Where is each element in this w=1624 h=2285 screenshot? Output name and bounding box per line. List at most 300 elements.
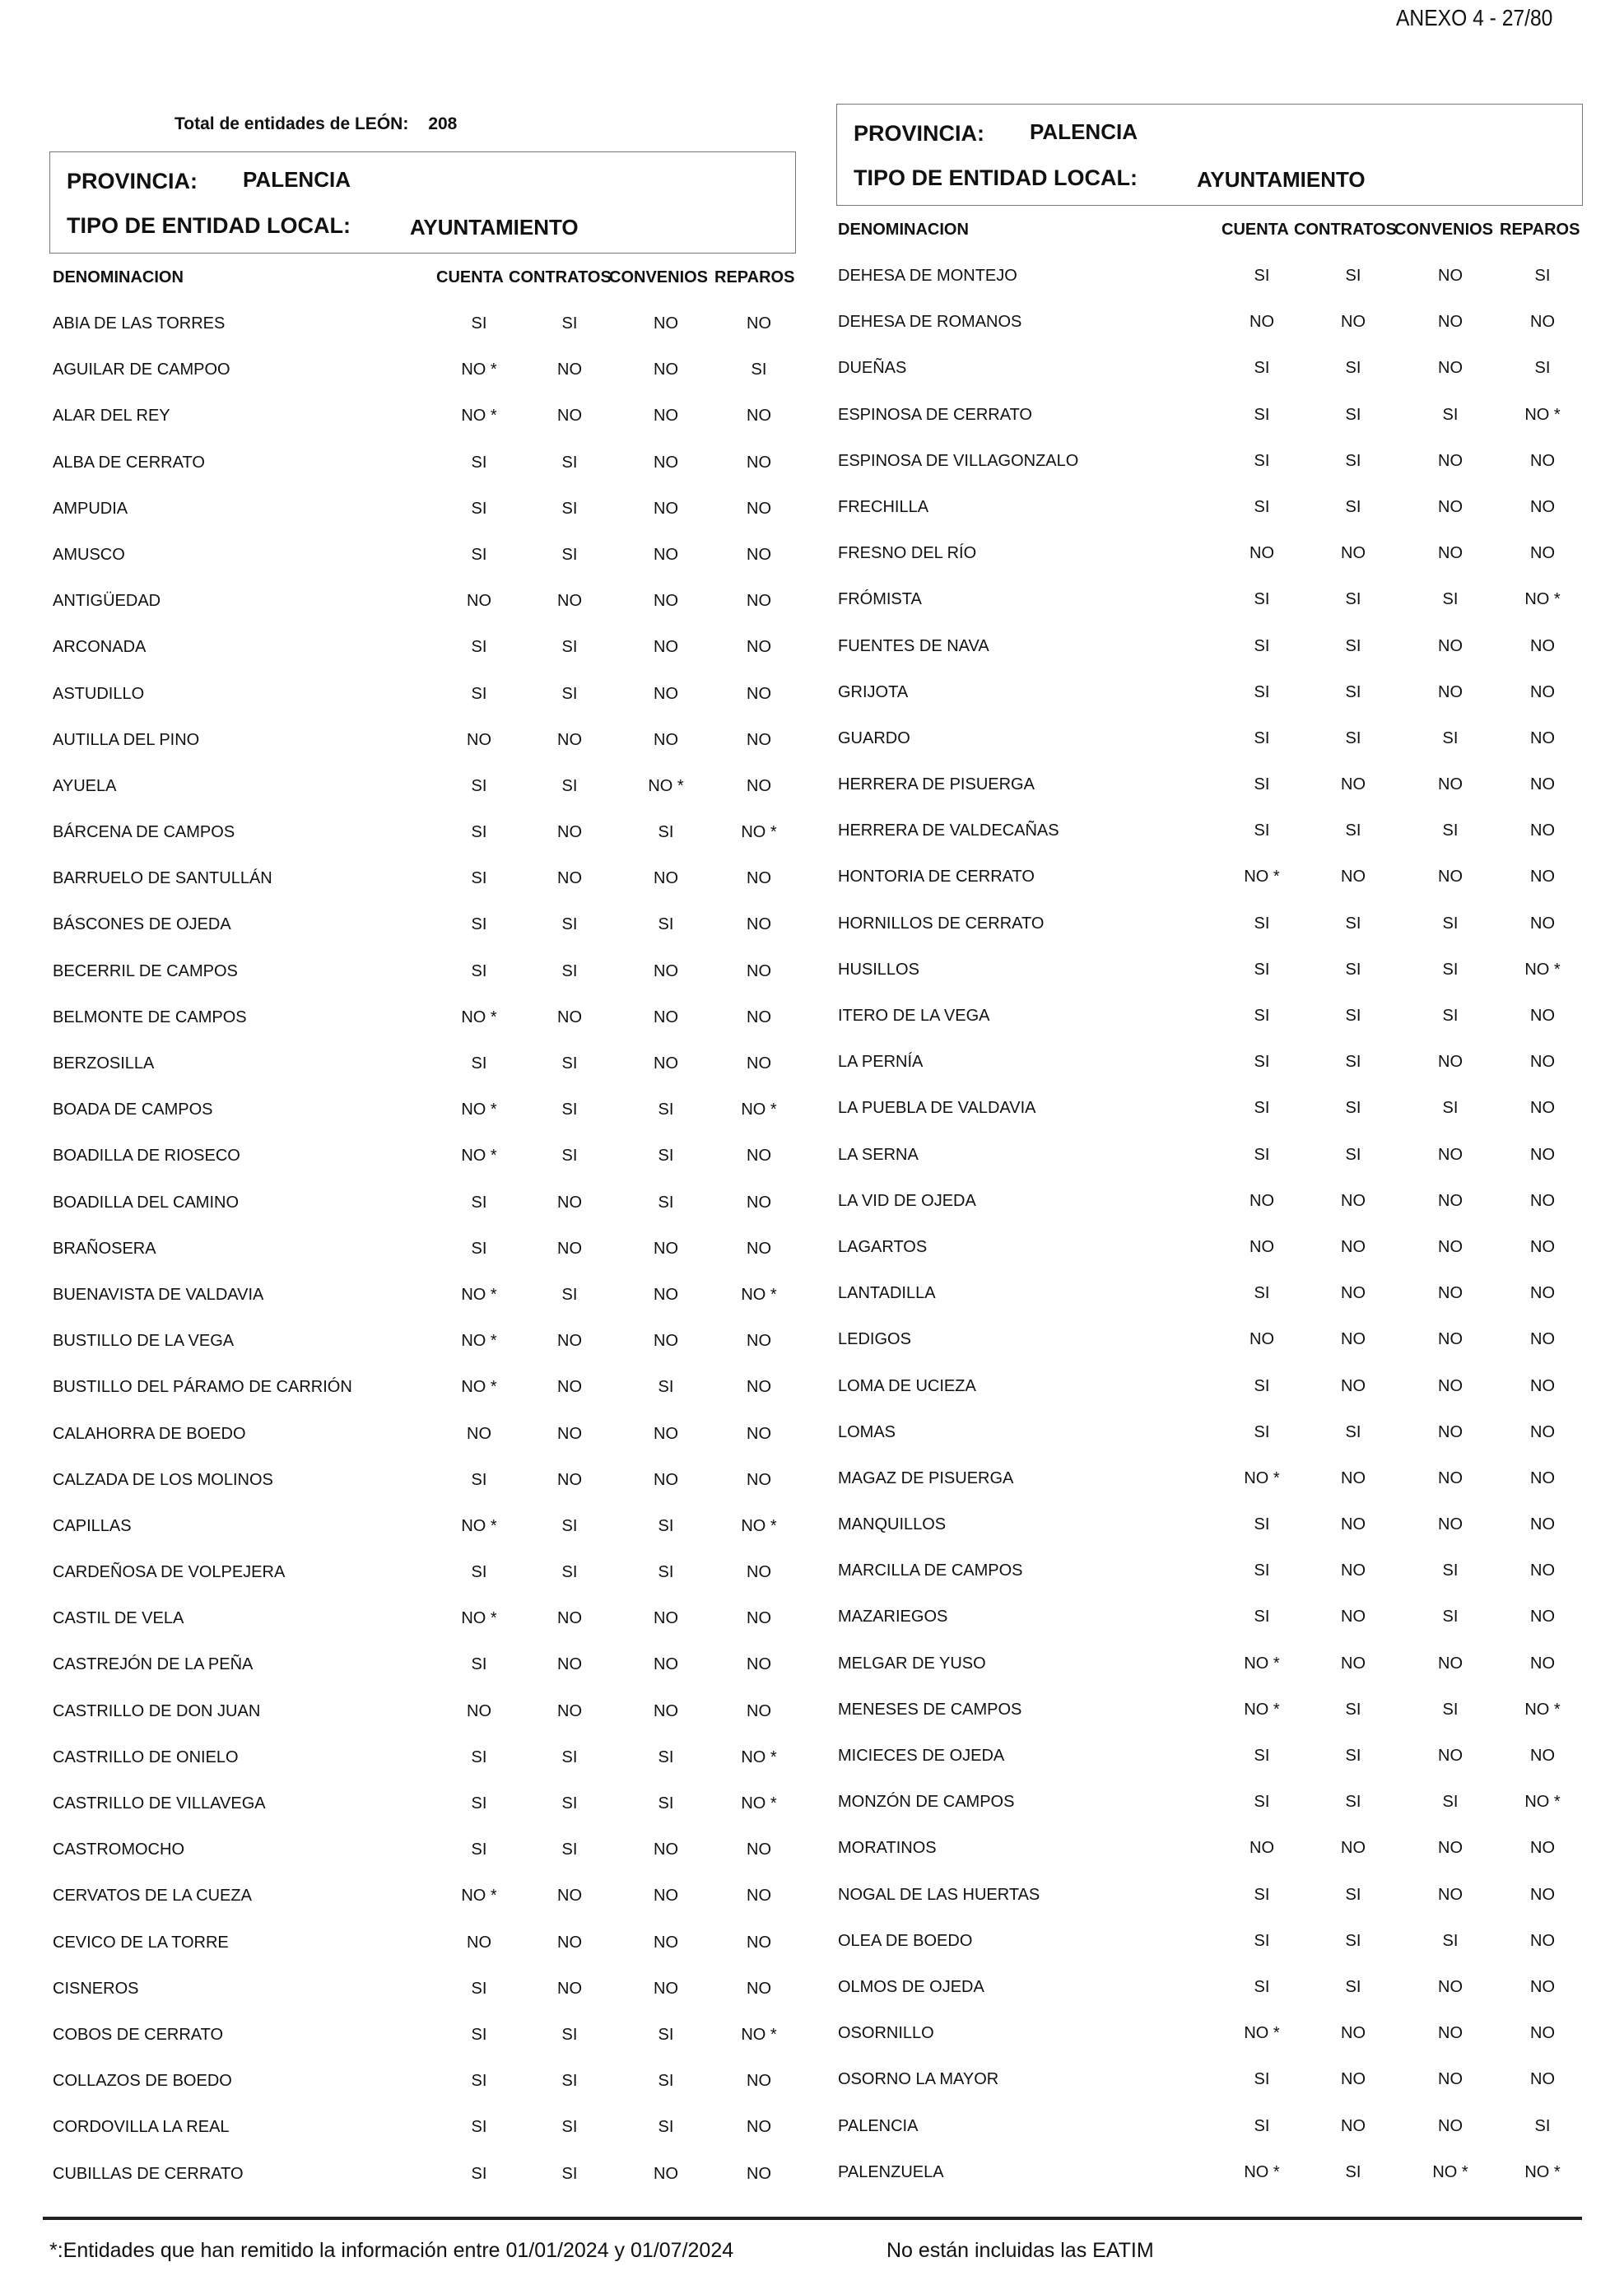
table-row — [835, 1778, 1585, 1824]
reparos-value: NO — [747, 1609, 771, 1628]
contratos-value: NO — [1341, 1330, 1366, 1349]
entity-name: BÁSCONES DE OJEDA — [53, 915, 231, 934]
table-row — [835, 437, 1585, 483]
cuenta-value: SI — [1254, 359, 1270, 378]
cuenta-value: SI — [1254, 267, 1270, 285]
table-row — [835, 853, 1585, 899]
total-label: Total de entidades de LEÓN: — [174, 114, 409, 133]
reparos-value: NO — [1530, 451, 1555, 470]
table-row — [49, 670, 800, 716]
table-row — [835, 298, 1585, 344]
table-row — [835, 1963, 1585, 2009]
reparos-value: NO * — [741, 823, 777, 842]
entity-name: FUENTES DE NAVA — [838, 636, 989, 655]
convenios-value: NO — [1438, 1839, 1463, 1858]
cuenta-value: NO — [467, 1933, 491, 1952]
convenios-value: SI — [1442, 1700, 1459, 1719]
convenios-value: NO — [654, 1933, 678, 1952]
reparos-value: NO — [1530, 1931, 1555, 1950]
table-row — [835, 529, 1585, 575]
convenios-value: SI — [658, 1193, 674, 1212]
cuenta-value: SI — [471, 499, 487, 518]
reparos-value: NO — [1530, 1330, 1555, 1349]
entity-name: OSORNO LA MAYOR — [838, 2070, 999, 2089]
reparos-value: NO — [1530, 1237, 1555, 1256]
convenios-value: SI — [658, 2118, 674, 2137]
entity-name: HORNILLOS DE CERRATO — [838, 914, 1045, 933]
contratos-value: SI — [561, 453, 578, 472]
cuenta-value: NO * — [461, 1378, 497, 1397]
entity-name: FRESNO DEL RÍO — [838, 544, 977, 563]
convenios-value: NO — [654, 1054, 678, 1073]
province-box — [836, 104, 1583, 206]
contratos-value: SI — [1345, 1747, 1361, 1765]
convenios-value: NO — [654, 1887, 678, 1906]
reparos-value: SI — [1534, 2116, 1551, 2135]
entity-name: HERRERA DE PISUERGA — [838, 775, 1035, 794]
reparos-value: NO * — [1524, 1700, 1561, 1719]
contratos-value: SI — [561, 499, 578, 518]
convenios-value: NO — [654, 592, 678, 611]
cuenta-value: SI — [1254, 1422, 1270, 1441]
reparos-value: NO — [747, 1424, 771, 1443]
table-header — [835, 206, 1585, 252]
cuenta-value: SI — [1254, 1747, 1270, 1765]
contratos-value: SI — [1345, 1422, 1361, 1441]
entity-name: BÁRCENA DE CAMPOS — [53, 823, 235, 842]
cuenta-value: SI — [471, 1470, 487, 1489]
contratos-value: SI — [561, 1054, 578, 1073]
entity-name: CASTREJÓN DE LA PEÑA — [53, 1655, 254, 1674]
tipo-label: TIPO DE ENTIDAD LOCAL: — [67, 213, 351, 238]
contratos-value: NO — [557, 823, 582, 842]
contratos-value: NO — [557, 1193, 582, 1212]
contratos-value: NO — [1341, 1468, 1366, 1487]
entity-name: BUSTILLO DEL PÁRAMO DE CARRIÓN — [53, 1378, 352, 1397]
convenios-value: NO — [654, 545, 678, 564]
entity-name: AMPUDIA — [53, 499, 128, 518]
table-row — [835, 761, 1585, 807]
entity-name: ALBA DE CERRATO — [53, 453, 205, 472]
reparos-value: NO — [747, 314, 771, 333]
entity-name: OSORNILLO — [838, 2024, 934, 2043]
table-row — [835, 2009, 1585, 2055]
entity-name: BELMONTE DE CAMPOS — [53, 1008, 247, 1026]
reparos-value: NO — [747, 1332, 771, 1351]
contratos-value: SI — [561, 776, 578, 795]
table-row — [49, 1687, 800, 1734]
reparos-value: SI — [751, 361, 767, 379]
reparos-value: NO — [1530, 682, 1555, 701]
cuenta-value: SI — [471, 776, 487, 795]
contratos-value: NO — [1341, 1237, 1366, 1256]
table-row — [49, 2011, 800, 2057]
entity-name: LEDIGOS — [838, 1330, 911, 1349]
convenios-value: SI — [658, 1147, 674, 1166]
cuenta-value: NO * — [461, 1285, 497, 1304]
reparos-value: NO — [747, 915, 771, 934]
reparos-value: NO — [1530, 1099, 1555, 1118]
table-row — [835, 1362, 1585, 1408]
contratos-value: NO — [557, 1701, 582, 1720]
convenios-value: NO — [1438, 267, 1463, 285]
convenios-value: NO — [1438, 1284, 1463, 1303]
header-cuenta: CUENTA — [436, 268, 504, 286]
cuenta-value: NO * — [461, 361, 497, 379]
contratos-value: SI — [561, 2164, 578, 2183]
convenios-value: NO — [1438, 313, 1463, 332]
entity-name: ARCONADA — [53, 638, 147, 657]
reparos-value: NO — [747, 1239, 771, 1258]
contratos-value: SI — [561, 545, 578, 564]
entity-name: CAPILLAS — [53, 1516, 132, 1535]
entity-name: LA VID DE OJEDA — [838, 1191, 976, 1210]
entity-name: ITERO DE LA VEGA — [838, 1007, 990, 1025]
reparos-value: SI — [1534, 359, 1551, 378]
reparos-value: NO — [747, 1841, 771, 1859]
convenios-value: NO — [1438, 1191, 1463, 1210]
contratos-value: NO — [557, 1887, 582, 1906]
reparos-value: NO * — [741, 1794, 777, 1813]
contratos-value: SI — [561, 1285, 578, 1304]
contratos-value: SI — [1345, 1099, 1361, 1118]
contratos-value: SI — [561, 1101, 578, 1119]
contratos-value: SI — [561, 1747, 578, 1766]
entity-name: LOMA DE UCIEZA — [838, 1376, 976, 1395]
cuenta-value: SI — [1254, 914, 1270, 933]
cuenta-value: SI — [1254, 1977, 1270, 1996]
entity-name: CALAHORRA DE BOEDO — [53, 1424, 246, 1443]
entity-name: LOMAS — [838, 1422, 896, 1441]
contratos-value: SI — [561, 2072, 578, 2091]
convenios-value: SI — [1442, 590, 1459, 609]
table-row — [49, 2057, 800, 2103]
entity-name: LAGARTOS — [838, 1237, 928, 1256]
reparos-value: NO — [747, 1470, 771, 1489]
header-denominacion: DENOMINACION — [838, 221, 969, 239]
convenios-value: NO — [1438, 1376, 1463, 1395]
table-row — [49, 1317, 800, 1363]
cuenta-value: SI — [1254, 821, 1270, 840]
convenios-value: NO — [1438, 359, 1463, 378]
cuenta-value: SI — [1254, 1007, 1270, 1025]
cuenta-value: SI — [1254, 1053, 1270, 1072]
cuenta-value: NO — [467, 730, 491, 749]
contratos-value: NO — [557, 1424, 582, 1443]
reparos-value: NO * — [1524, 405, 1561, 424]
convenios-value: SI — [1442, 405, 1459, 424]
reparos-value: NO — [1530, 1747, 1555, 1765]
convenios-value: NO — [1438, 1885, 1463, 1904]
entity-name: MANQUILLOS — [838, 1515, 947, 1534]
contratos-value: SI — [561, 961, 578, 980]
cuenta-value: SI — [471, 1193, 487, 1212]
entity-name: BOADILLA DEL CAMINO — [53, 1193, 239, 1212]
left-column — [49, 151, 800, 2196]
convenios-value: SI — [1442, 1608, 1459, 1626]
entity-name: BRAÑOSERA — [53, 1239, 156, 1258]
contratos-value: SI — [1345, 821, 1361, 840]
cuenta-value: NO * — [461, 1609, 497, 1628]
convenios-value: NO — [654, 1609, 678, 1628]
reparos-value: NO — [1530, 1422, 1555, 1441]
convenios-value: NO — [654, 1008, 678, 1026]
table-row — [835, 1824, 1585, 1870]
convenios-value: NO — [654, 1655, 678, 1674]
contratos-value: SI — [1345, 267, 1361, 285]
cuenta-value: SI — [1254, 1608, 1270, 1626]
convenios-value: NO — [1438, 1145, 1463, 1164]
footer-divider — [43, 2217, 1582, 2220]
cuenta-value: NO * — [461, 1332, 497, 1351]
contratos-value: NO — [1341, 1654, 1366, 1673]
convenios-value: NO — [1438, 2116, 1463, 2135]
header-convenios: CONVENIOS — [1394, 221, 1494, 239]
table-row — [49, 1363, 800, 1409]
reparos-value: NO — [747, 2072, 771, 2091]
entity-name: BECERRIL DE CAMPOS — [53, 961, 238, 980]
table-row — [49, 1040, 800, 1086]
reparos-value: NO — [747, 776, 771, 795]
table-row — [835, 1315, 1585, 1361]
entity-name: LA SERNA — [838, 1145, 919, 1164]
entity-name: CASTRILLO DE VILLAVEGA — [53, 1794, 266, 1813]
cuenta-value: SI — [471, 545, 487, 564]
reparos-value: NO — [747, 499, 771, 518]
reparos-value: NO * — [741, 1285, 777, 1304]
table-row — [49, 623, 800, 669]
contratos-value: SI — [561, 638, 578, 657]
footer-eatim: No están incluidas las EATIM — [886, 2239, 1154, 2262]
entity-name: COLLAZOS DE BOEDO — [53, 2072, 232, 2091]
convenios-value: NO — [654, 1979, 678, 1998]
table-row — [49, 2103, 800, 2149]
cuenta-value: NO * — [461, 1101, 497, 1119]
entity-name: FRÓMISTA — [838, 590, 922, 609]
convenios-value: NO — [654, 1841, 678, 1859]
cuenta-value: SI — [1254, 590, 1270, 609]
contratos-value: NO — [1341, 1191, 1366, 1210]
header-convenios: CONVENIOS — [609, 268, 709, 286]
table-row — [49, 392, 800, 438]
contratos-value: NO — [1341, 1561, 1366, 1580]
cuenta-value: SI — [471, 869, 487, 888]
table-row — [49, 901, 800, 947]
reparos-value: NO — [1530, 1654, 1555, 1673]
reparos-value: NO — [1530, 914, 1555, 933]
cuenta-value: SI — [471, 1841, 487, 1859]
table-row — [835, 391, 1585, 437]
table-row — [835, 1223, 1585, 1269]
convenios-value: NO — [654, 1701, 678, 1720]
cuenta-value: NO — [1249, 1330, 1274, 1349]
entity-name: CORDOVILLA LA REAL — [53, 2118, 230, 2137]
cuenta-value: NO * — [461, 1147, 497, 1166]
cuenta-value: SI — [1254, 1931, 1270, 1950]
contratos-value: NO — [1341, 2116, 1366, 2135]
contratos-value: NO — [557, 407, 582, 426]
cuenta-value: NO — [1249, 1191, 1274, 1210]
header-contratos: CONTRATOS — [1294, 221, 1397, 239]
table-row — [835, 1640, 1585, 1686]
provincia-label: PROVINCIA: — [67, 169, 198, 193]
cuenta-value: NO — [1249, 313, 1274, 332]
convenios-value: NO — [1438, 1654, 1463, 1673]
contratos-value: SI — [561, 1516, 578, 1535]
convenios-value: SI — [658, 823, 674, 842]
table-row — [835, 946, 1585, 992]
convenios-value: NO — [654, 1332, 678, 1351]
convenios-value: SI — [658, 1563, 674, 1582]
convenios-value: SI — [1442, 1793, 1459, 1812]
entity-name: CASTRILLO DE DON JUAN — [53, 1701, 261, 1720]
reparos-value: NO — [747, 592, 771, 611]
cuenta-value: SI — [1254, 1284, 1270, 1303]
entity-name: DEHESA DE ROMANOS — [838, 313, 1022, 332]
cuenta-value: SI — [1254, 1376, 1270, 1395]
convenios-value: SI — [658, 1516, 674, 1535]
reparos-value: NO — [747, 638, 771, 657]
table-row — [49, 1965, 800, 2011]
total-value: 208 — [428, 114, 458, 133]
tipo-value: AYUNTAMIENTO — [410, 215, 579, 240]
convenios-value: SI — [1442, 728, 1459, 747]
table-row — [835, 1454, 1585, 1501]
convenios-value: SI — [658, 915, 674, 934]
entity-name: FRECHILLA — [838, 497, 929, 516]
table-header — [49, 254, 800, 300]
contratos-value: SI — [1345, 1145, 1361, 1164]
cuenta-value: NO * — [461, 1516, 497, 1535]
contratos-value: NO — [1341, 1284, 1366, 1303]
cuenta-value: NO * — [1244, 868, 1280, 887]
cuenta-value: SI — [1254, 775, 1270, 794]
entity-name: DUEÑAS — [838, 359, 907, 378]
contratos-value: NO — [1341, 1608, 1366, 1626]
cuenta-value: NO * — [1244, 2024, 1280, 2043]
convenios-value: NO — [1438, 497, 1463, 516]
cuenta-value: SI — [1254, 2070, 1270, 2089]
reparos-value: NO — [747, 1701, 771, 1720]
footer-note: *:Entidades que han remitido la información entre 01/01/2024 y 01/07/2024 — [49, 2239, 734, 2262]
cuenta-value: SI — [471, 638, 487, 657]
entity-name: MELGAR DE YUSO — [838, 1654, 986, 1673]
contratos-value: NO — [557, 1609, 582, 1628]
entity-name: MAZARIEGOS — [838, 1608, 948, 1626]
entity-name: COBOS DE CERRATO — [53, 2025, 224, 2044]
table-row — [835, 1593, 1585, 1639]
cuenta-value: SI — [1254, 1561, 1270, 1580]
entity-name: PALENCIA — [838, 2116, 919, 2135]
convenios-value: NO — [654, 961, 678, 980]
convenios-value: NO — [654, 361, 678, 379]
entity-name: CERVATOS DE LA CUEZA — [53, 1887, 252, 1906]
table-row — [835, 807, 1585, 853]
table-row — [49, 1548, 800, 1594]
entity-name: MICIECES DE OJEDA — [838, 1747, 1005, 1765]
contratos-value: SI — [561, 1841, 578, 1859]
reparos-value: NO — [747, 1147, 771, 1166]
contratos-value: NO — [1341, 313, 1366, 332]
entity-name: BARRUELO DE SANTULLÁN — [53, 869, 272, 888]
reparos-value: NO — [1530, 1191, 1555, 1210]
table-row — [835, 668, 1585, 714]
cuenta-value: SI — [1254, 451, 1270, 470]
cuenta-value: SI — [471, 1979, 487, 1998]
reparos-value: NO — [1530, 1839, 1555, 1858]
entity-name: MARCILLA DE CAMPOS — [838, 1561, 1023, 1580]
convenios-value: NO — [1438, 636, 1463, 655]
entity-name: CASTROMOCHO — [53, 1841, 184, 1859]
reparos-value: NO — [747, 1193, 771, 1212]
cuenta-value: SI — [1254, 682, 1270, 701]
contratos-value: SI — [561, 314, 578, 333]
reparos-value: NO — [1530, 544, 1555, 563]
cuenta-value: SI — [1254, 636, 1270, 655]
cuenta-value: NO — [467, 1701, 491, 1720]
table-row — [835, 483, 1585, 529]
table-row — [835, 622, 1585, 668]
convenios-value: SI — [1442, 821, 1459, 840]
annex-page-number: ANEXO 4 - 27/80 — [1396, 5, 1553, 30]
table-row — [835, 2102, 1585, 2148]
tipo-value: AYUNTAMIENTO — [1197, 167, 1366, 192]
table-row — [835, 1501, 1585, 1547]
convenios-value: SI — [658, 2072, 674, 2091]
total-entities — [174, 114, 457, 134]
table-row — [49, 1594, 800, 1640]
reparos-value: NO — [1530, 1608, 1555, 1626]
convenios-value: NO — [1438, 1468, 1463, 1487]
convenios-value: SI — [1442, 960, 1459, 979]
table-row — [49, 439, 800, 485]
convenios-value: NO — [1438, 544, 1463, 563]
table-row — [49, 531, 800, 577]
convenios-value: NO — [654, 314, 678, 333]
convenios-value: NO — [1438, 868, 1463, 887]
table-row — [49, 1872, 800, 1918]
entity-name: AUTILLA DEL PINO — [53, 730, 200, 749]
reparos-value: NO * — [1524, 960, 1561, 979]
contratos-value: NO — [557, 361, 582, 379]
reparos-value: NO — [747, 1887, 771, 1906]
cuenta-value: SI — [1254, 1515, 1270, 1534]
contratos-value: SI — [1345, 1931, 1361, 1950]
convenios-value: SI — [1442, 1561, 1459, 1580]
table-row — [835, 1269, 1585, 1315]
reparos-value: NO * — [741, 1516, 777, 1535]
cuenta-value: NO — [1249, 544, 1274, 563]
entity-name: DEHESA DE MONTEJO — [838, 267, 1017, 285]
reparos-value: NO — [747, 684, 771, 703]
entity-name: BOADILLA DE RIOSECO — [53, 1147, 240, 1166]
reparos-value: NO — [1530, 636, 1555, 655]
convenios-value: SI — [658, 1794, 674, 1813]
reparos-value: NO * — [1524, 1793, 1561, 1812]
reparos-value: NO — [1530, 2024, 1555, 2043]
reparos-value: NO — [1530, 1007, 1555, 1025]
reparos-value: NO * — [741, 1101, 777, 1119]
contratos-value: NO — [557, 1378, 582, 1397]
cuenta-value: SI — [1254, 2116, 1270, 2135]
convenios-value: NO — [1438, 1422, 1463, 1441]
cuenta-value: SI — [1254, 1099, 1270, 1118]
contratos-value: SI — [1345, 636, 1361, 655]
reparos-value: SI — [1534, 267, 1551, 285]
contratos-value: NO — [1341, 868, 1366, 887]
reparos-value: NO — [747, 453, 771, 472]
contratos-value: NO — [1341, 775, 1366, 794]
